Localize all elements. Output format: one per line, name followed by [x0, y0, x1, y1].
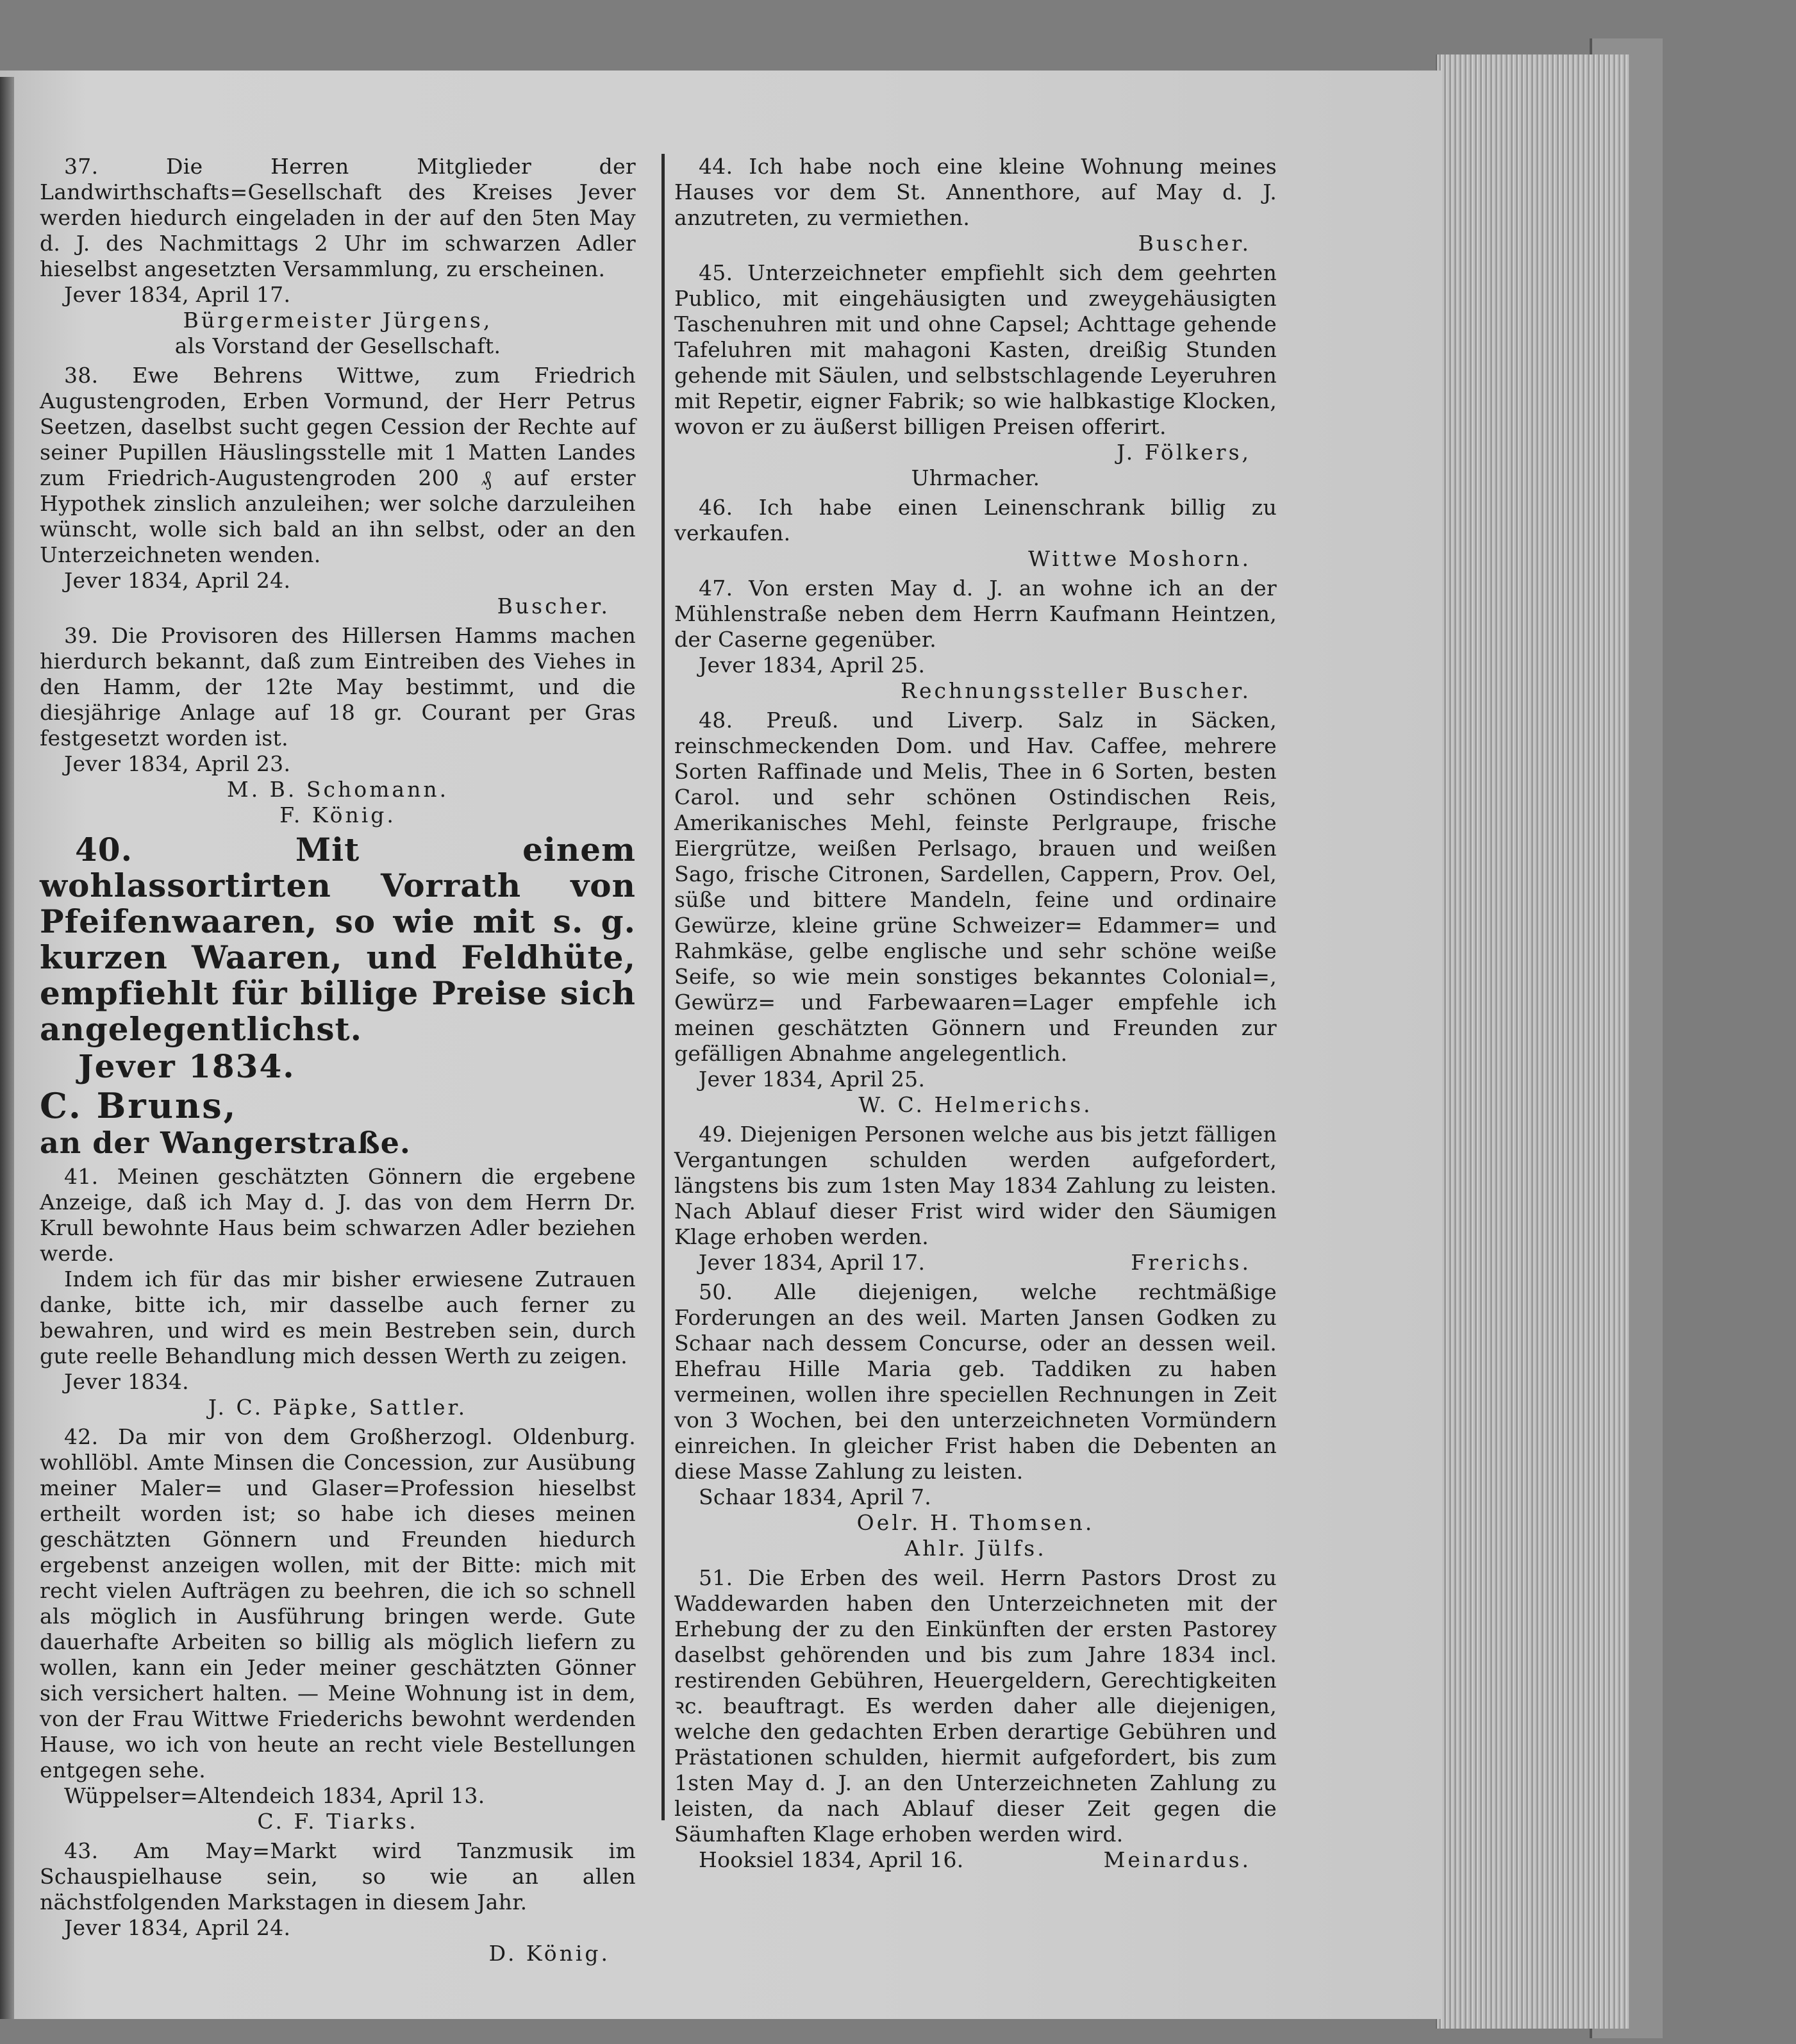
ad-text: 50. Alle diejenigen, welche rechtmäßige Forderungen an des weil. Marten Jansen Godken zu Schaar nach dessem Concurse, oder an dessen weil. Ehefrau Hille Maria geb. Taddiken zu haben vermeinen, wollen ihre speciellen Rechnungen in Zeit von 3 Wochen, bei den unterzeichneten Vormündern einreichen. In gleicher Frist haben die Debenten an diese Masse Zahlung zu leisten.	[674, 1279, 1277, 1484]
ad-signature: Wittwe Moshorn.	[1028, 546, 1251, 571]
ad-42	[40, 1424, 636, 1834]
ad-text: 46. Ich habe einen Leinenschrank billig zu verkaufen.	[674, 495, 1277, 545]
ad-text: 48. Preuß. und Liverp. Salz in Säcken, reinschmeckenden Dom. und Hav. Caffee, mehrere Sorten Raffinade und Melis, Thee in 6 Sorten, besten Carol. und sehr schönen Ostindischen Reis, Amerikanisches Mehl, feinste Perlgraupe, frische Eiergrütze, weißen Perlsago, brauen und weißen Sago, frische Citronen, Sardellen, Cappern, Prov. Oel, süße und bittere Mandeln, feine und ordinaire Gewürze, kleine grüne Schweizer= Edammer= und Rahmkäse, gelbe englische und sehr schöne weiße Seife, so wie mein sonstiges bekanntes Colonial=, Gewürz= und Farbewaaren=Lager empfehle ich meinen geschätzten Gönnern und Freunden zur gefälligen Abnahme angelegentlich.	[674, 708, 1277, 1066]
ad-text: 45. Unterzeichneter empfiehlt sich dem geehrten Publico, mit eingehäusigten und zweygehäusigten Taschenuhren mit und ohne Capsel; Achttage gehende Tafeluhren mit mahagoni Kasten, dreißig Stunden gehende mit Säulen, und selbstschlagende Leyeruhren mit Repetir, eigner Fabrik; so wie halbkastige Klocken, wovon er zu äußerst billigen Preisen offerirt.	[674, 260, 1277, 439]
ad-text: 39. Die Provisoren des Hillersen Hamms machen hierdurch bekannt, daß zum Eintreiben des Viehes in den Hamm, der 12te May bestimmt, und die diesjährige Anlage auf 18 gr. Courant per Gras festgesetzt worden ist.	[40, 623, 636, 751]
ad-38	[40, 363, 636, 619]
ad-date: Jever 1834, April 24.	[64, 1915, 291, 1940]
ad-signature: Buscher.	[1138, 231, 1251, 256]
ad-signature: F. König.	[279, 802, 396, 827]
ad-date: Jever 1834, April 23.	[64, 751, 291, 776]
ad-49	[674, 1122, 1277, 1275]
page-edges	[1436, 54, 1629, 2029]
ad-signature: Ahlr. Jülfs.	[904, 1536, 1047, 1561]
ad-39	[40, 623, 636, 828]
ad-date: Jever 1834, April 25.	[699, 652, 926, 677]
ad-date: Jever 1834.	[78, 1047, 295, 1085]
ad-signature: C. F. Tiarks.	[257, 1809, 419, 1834]
ad-footer	[674, 1250, 1277, 1275]
ad-date: Wüppelser=Altendeich 1834, April 13.	[64, 1783, 485, 1808]
ad-text: Indem ich für das mir bisher erwiesene Zutrauen danke, bitte ich, mir dasselbe auch ferner zu bewahren, und wird es mein Bestreben sein, durch gute reelle Behandlung mich dessen Werth zu zeigen.	[40, 1267, 636, 1368]
ad-signature: W. C. Helmerichs.	[858, 1092, 1093, 1117]
ad-48	[674, 708, 1277, 1118]
ad-44	[674, 154, 1277, 256]
ad-address: an der Wangerstraße.	[40, 1126, 411, 1160]
right-column	[674, 154, 1277, 1877]
ad-date: Jever 1834, April 24.	[64, 568, 291, 593]
ad-signature: J. C. Päpke, Sattler.	[208, 1395, 468, 1420]
ad-signature-role: Uhrmacher.	[911, 465, 1040, 490]
ad-signature: Frerichs.	[1131, 1250, 1251, 1275]
ad-signature-role: als Vorstand der Gesellschaft.	[174, 333, 501, 358]
ad-text: 37. Die Herren Mitglieder der Landwirthschafts=Gesellschaft des Kreises Jever werden hiedurch eingeladen in der auf den 5ten May d. J. des Nachmittags 2 Uhr im schwarzen Adler hieselbst angesetzten Versammlung, zu erscheinen.	[40, 154, 636, 281]
ad-text: 43. Am May=Markt wird Tanzmusik im Schauspielhause sein, so wie an allen nächstfolgenden Markstagen in diesem Jahr.	[40, 1838, 636, 1915]
ad-41	[40, 1164, 636, 1420]
ad-50	[674, 1279, 1277, 1561]
ad-47	[674, 576, 1277, 704]
ad-signature: Oelr. H. Thomsen.	[856, 1510, 1095, 1535]
ad-40	[40, 832, 636, 1160]
ad-text: 41. Meinen geschätzten Gönnern die ergebene Anzeige, daß ich May d. J. das von dem Herrn Dr. Krull bewohnte Haus beim schwarzen Adler beziehen werde.	[40, 1164, 636, 1266]
ad-signature: M. B. Schomann.	[226, 777, 449, 802]
ad-46	[674, 495, 1277, 572]
ad-text: 44. Ich habe noch eine kleine Wohnung meines Hauses vor dem St. Annenthore, auf May d. J. anzutreten, zu vermiethen.	[674, 154, 1277, 230]
ad-date: Hooksiel 1834, April 16.	[699, 1847, 964, 1872]
ad-text: 42. Da mir von dem Großherzogl. Oldenburg. wohllöbl. Amte Minsen die Concession, zur Ausübung meiner Maler= und Glaser=Profession hieselbst ertheilt worden ist; so habe ich dieses meinen geschätzten Gönnern und Freunden hiedurch ergebenst anzeigen wollen, mit der Bitte: mich mit recht vielen Aufträgen zu beehren, die ich so schnell als möglich in Ausführung bringen werde. Gute dauerhafte Arbeiten so billig als möglich liefern zu wollen, kann ein Jeder meiner geschätzten Gönner sich versichert halten. — Meine Wohnung ist in dem, von der Frau Wittwe Friederichs bewohnt werdenden Hause, wo ich von heute an recht viele Bestellungen entgegen sehe.	[40, 1424, 636, 1782]
ad-text: 38. Ewe Behrens Wittwe, zum Friedrich Augustengroden, Erben Vormund, der Herr Petrus Seetzen, daselbst sucht gegen Cession der Rechte auf seiner Pupillen Häuslingsstelle mit 1 Matten Landes zum Friedrich-Augustengroden 200 ₰ auf erster Hypothek zinslich anzuleihen; wer solche darzuleihen wünscht, wolle sich bald an ihn selbst, oder an den Unterzeichneten wenden.	[40, 363, 636, 567]
ad-signature: Meinardus.	[1103, 1847, 1251, 1872]
ad-text: 40. Mit einem wohlassortirten Vorrath von Pfeifenwaaren, so wie mit s. g. kurzen Waaren, und Feldhüte, empfiehlt für billige Preise sich angelegentlichst.	[40, 831, 636, 1048]
ad-date: Jever 1834, April 25.	[699, 1067, 926, 1092]
ad-footer	[674, 1847, 1277, 1873]
ad-date: Jever 1834.	[64, 1369, 189, 1394]
ad-signature: C. Bruns,	[40, 1085, 238, 1126]
column-divider	[661, 154, 665, 1820]
ad-45	[674, 260, 1277, 491]
ad-signature: Buscher.	[497, 594, 610, 619]
ad-date: Jever 1834, April 17.	[64, 282, 291, 307]
book-gutter	[0, 77, 14, 2019]
ad-signature: J. Fölkers,	[1117, 440, 1251, 465]
ad-43	[40, 1838, 636, 1966]
ad-text: 51. Die Erben des weil. Herrn Pastors Drost zu Waddewarden haben den Unterzeichneten mit der Erhebung der zu den Einkünften der ersten Pastorey daselbst gehörenden und bis zum Jahre 1834 incl. restirenden Gebühren, Heuergeldern, Gerechtigkeiten ꝛc. beauftragt. Es werden daher alle diejenigen, welche den gedachten Erben derartige Gebühren und Prästationen schulden, hiermit aufgefordert, bis zum 1sten May d. J. an den Unterzeichneten Zahlung zu leisten, da nach Ablauf dieser Zeit gegen die Säumhaften Klage erhoben werden wird.	[674, 1565, 1277, 1847]
ad-text: 47. Von ersten May d. J. an wohne ich an der Mühlenstraße neben dem Herrn Kaufmann Heintzen, der Caserne gegenüber.	[674, 576, 1277, 652]
ad-date: Jever 1834, April 17.	[699, 1250, 926, 1275]
ad-51	[674, 1565, 1277, 1873]
ad-date: Schaar 1834, April 7.	[699, 1484, 932, 1509]
ad-signature: Bürgermeister Jürgens,	[183, 308, 493, 333]
ad-text: 49. Diejenigen Personen welche aus bis jetzt fälligen Vergantungen schulden werden aufgefordert, längstens bis zum 1sten May 1834 Zahlung zu leisten. Nach Ablauf dieser Frist wird wider den Säumigen Klage erhoben werden.	[674, 1122, 1277, 1249]
ad-signature: Rechnungssteller Buscher.	[901, 678, 1251, 703]
left-column	[40, 154, 636, 1970]
ad-signature: D. König.	[488, 1941, 610, 1966]
ad-37	[40, 154, 636, 359]
